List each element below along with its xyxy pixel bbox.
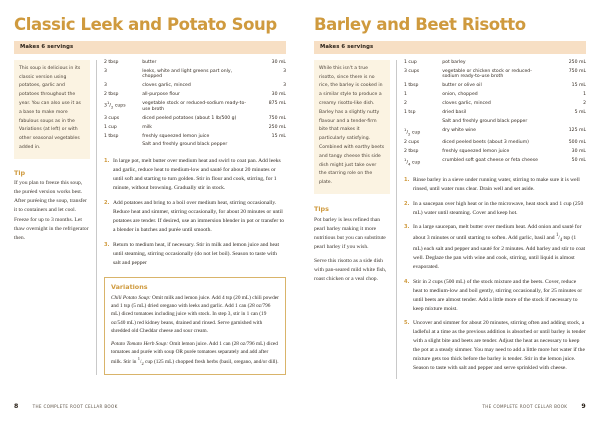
ingredient-row (104, 83, 286, 92)
ingredient-name: vegetable or chicken stock or reduced-sodium ready-to-use broth (442, 68, 532, 80)
right-page-footer (300, 402, 600, 411)
ingredient-metric: 3 (283, 83, 286, 89)
ingredient-row (404, 128, 586, 140)
step-item: Stir in 2 cups (500 mL) of the stock mixture and the beets. Cover, reduce heat to medium-low and boil gently, stirring occasionally, for 25 minutes or until beets are almost tender. Add a little more of the stock if necessary to keep mixture moist. (413, 278, 583, 312)
ingredient-metric: 50 mL (571, 157, 586, 163)
ingredient-amount: $3^1/_2$ cups (104, 100, 126, 110)
ingredient-metric: 30 mL (571, 148, 586, 154)
right-page-columns (314, 60, 586, 379)
ingredient-amount: 1 tbsp (404, 83, 419, 89)
intro-text: This soup is delicious in its classic version using potatoes, garlic and potatoes throughout the year. You can also use it as a base to make more fabulous soups as in the Variations (at left) or with other seasonal vegetables added in. (19, 65, 81, 151)
ingredient-row (104, 101, 286, 116)
tip-paragraphs (14, 179, 90, 242)
ingredient-name: onion, chopped (442, 92, 478, 98)
ingredient-row (404, 101, 586, 110)
ingredient-name: freshly squeezed lemon juice (142, 133, 210, 139)
ingredient-row (404, 60, 586, 69)
ingredient-metric (248, 142, 286, 151)
ingredient-row (404, 110, 586, 119)
ingredient-metric: 15 mL (571, 83, 586, 89)
intro-text: While this isn't a true risotto, since there is no rice, the barley is cooked in a similar style to produce a creamy risotto-like dish. Barley has a slightly nutty flavour and a tender-firm bite that makes it particularly satisfying. Combined with earthy beets and tangy cheese this side dish might just take over the starring role on the plate. (319, 65, 385, 186)
ingredient-amount: 3 cups (404, 68, 420, 74)
steps-list (104, 157, 286, 268)
ingredient-name: butter or olive oil (442, 83, 482, 89)
ingredients-body (404, 60, 586, 170)
ingredient-metric: 250 mL (268, 124, 286, 130)
step-item: Uncover and simmer for about 20 minutes, stirring often and adding stock, a ladleful at a time as the previous addition is absorbed or until barley is tender with a slight bite and beets are tender. Adjust the heat as necessary to keep the pot at a steady simmer. You may need to add a little more hot water if the mixture gets too thick before the barley is tender. Stir in the lemon juice. Season to taste with salt and pepper and serve sprinkled with cheese. (413, 320, 586, 372)
ingredient-metric: 500 mL (568, 140, 586, 146)
ingredient-amount: 2 tbsp (104, 92, 119, 98)
ingredient-name: cloves garlic, minced (142, 83, 191, 89)
tips-heading: Tips (314, 205, 329, 214)
servings-badge: Makes 6 servings (314, 41, 586, 54)
variations-box (104, 277, 286, 375)
tip-block (14, 169, 90, 243)
ingredient-name: crumbled soft goat cheese or feta cheese (442, 157, 538, 163)
ingredient-name: Salt and freshly ground black pepper (442, 118, 528, 124)
ingredient-metric: 15 mL (271, 133, 286, 139)
ingredient-row (104, 142, 286, 151)
ingredients-body (104, 60, 286, 152)
paragraph: Serve this risotto as a side dish with pan-seared mild white fish, roast chicken or a veal chop. (314, 257, 387, 282)
step-item: Rinse barley in a sieve under running water, stirring to make sure it is well rinsed, until water runs clear. Drain well and set aside. (413, 177, 580, 193)
step-item: Add potatoes and bring to a boil over medium heat, stirring occasionally. Reduce heat and simmer, stirring occasionally, for about 20 minutes or until potatoes are tender. If desired, use an immersion blender in pot or transfer to a blender in batches and purée until smooth. (113, 200, 285, 234)
ingredient-row (104, 69, 286, 84)
variation-name: Chili Potato Soup: (111, 294, 151, 301)
ingredient-metric: 3 (283, 68, 286, 74)
ingredient-amount: 3 (104, 83, 107, 89)
variations-heading: Variations (111, 282, 148, 291)
page-number: 8 (14, 403, 19, 410)
ingredient-row (104, 125, 286, 134)
ingredient-amount: 1 cup (404, 59, 417, 65)
right-sidebar (314, 60, 390, 379)
ingredient-metric: 1 (583, 92, 586, 98)
ingredient-name: Salt and freshly ground black pepper (142, 142, 228, 148)
ingredient-metric: 30 mL (271, 92, 286, 98)
left-main-column (104, 60, 286, 375)
ingredient-name: leeks, white and light greens part only, chopped (142, 68, 233, 80)
ingredient-row (104, 116, 286, 125)
tips-block (314, 205, 390, 284)
page-title: Classic Leek and Potato Soup (14, 15, 277, 34)
ingredient-amount (404, 119, 442, 128)
ingredient-metric: 125 mL (568, 127, 586, 133)
left-page-columns (14, 60, 286, 375)
ingredient-name: all-purpose flour (142, 92, 180, 98)
left-sidebar (14, 60, 90, 375)
column-divider (396, 60, 397, 379)
tip-heading: Tip (14, 168, 26, 177)
ingredient-name: cloves garlic, minced (442, 101, 491, 107)
ingredient-metric: 250 mL (568, 59, 586, 65)
ingredient-name: diced peeled potatoes (about 1 lb/500 g) (142, 115, 237, 121)
ingredient-name: diced peeled beets (about 3 medium) (442, 140, 529, 146)
ingredient-metric: 750 mL (268, 115, 286, 121)
ingredient-name: dried basil (442, 109, 467, 115)
servings-badge: Makes 6 servings (14, 41, 286, 54)
ingredient-metric: 875 mL (268, 101, 286, 107)
intro-box (314, 60, 390, 194)
ingredient-amount: 3 (104, 68, 107, 74)
ingredient-metric: 30 mL (271, 59, 286, 65)
ingredient-amount: 1 cup (104, 124, 117, 130)
intro-box (14, 60, 90, 159)
tips-paragraphs (314, 216, 390, 284)
step-item: In a large saucepan, melt butter over medium heat. Add onion and sauté for about 3 minutes or until starting to soften. Add garlic, basil and $^1/_4$ tsp (1 mL) each salt and pepper and sauté for 2 minutes. Add barley and stir to coat well. Deglaze the pan with wine and cook, stirring, until liquid is almost evaporated. (413, 224, 586, 270)
ingredient-name: milk (142, 124, 152, 130)
ingredient-amount: $^1/_2$ cup (404, 126, 421, 137)
ingredient-amount: 2 tbsp (404, 148, 419, 154)
ingredient-row (404, 92, 586, 101)
variations-items (111, 294, 279, 368)
ingredient-name: freshly squeezed lemon juice (442, 148, 510, 154)
ingredient-amount: 1 (404, 92, 407, 98)
ingredient-amount: 3 cups (104, 115, 120, 121)
paragraph: Pot barley is less refined than pearl barley making it more nutritious but you can substitute pearl barley if you wish. (314, 216, 386, 250)
steps-list (404, 176, 586, 373)
paragraph: If you plan to freeze this soup, the puréed version works best. After puréeing the soup, transfer it to containers and let cool. Freeze for up to 3 months. Let thaw overnight in the refrigerator then. (14, 180, 89, 241)
ingredient-amount: 2 cups (404, 140, 420, 146)
ingredient-amount: 2 (404, 101, 407, 107)
ingredient-amount: $^1/_4$ cup (404, 156, 421, 167)
ingredient-row (404, 158, 586, 170)
ingredient-row (404, 83, 586, 92)
ingredient-metric: 750 mL (568, 68, 586, 74)
ingredient-row (404, 69, 586, 84)
left-page-footer (0, 402, 300, 411)
variation-item: Potato Tomato Herb Soup: Omit lemon juice. Add 1 can (28 oz/796 mL) diced tomatoes and purée with soup OR purée tomatoes separately and add after milk. Stir in $^1/_2$ cup (125 mL) chopped fresh herbs (basil, oregano, and/or dill). (111, 340, 279, 366)
step-item: In a saucepan over high heat or in the microwave, heat stock and 1 cup (250 mL) water until steaming. Cover and keep hot. (413, 200, 584, 216)
running-head: THE COMPLETE ROOT CELLAR BOOK (32, 404, 118, 409)
ingredient-amount: 2 tbsp (104, 59, 119, 65)
right-page (300, 0, 600, 428)
ingredients-table (404, 60, 586, 170)
ingredient-row (404, 140, 586, 149)
step-item: Return to medium heat, if necessary. Stir in milk and lemon juice and heat until steaming, stirring occasionally (do not let boil). Season to taste with salt and pepper (113, 241, 280, 266)
ingredient-name: dry white wine (442, 127, 477, 133)
page-number: 9 (581, 403, 586, 410)
running-head: THE COMPLETE ROOT CELLAR BOOK (482, 404, 568, 409)
page-title: Barley and Beet Risotto (314, 15, 526, 34)
ingredient-name: pot barley (442, 59, 466, 65)
ingredient-metric: 5 mL (574, 109, 586, 115)
ingredient-row (404, 149, 586, 158)
ingredient-amount: 1 tsp (404, 109, 416, 115)
ingredient-row (104, 60, 286, 69)
column-divider (96, 60, 97, 375)
variation-item: Chili Potato Soup: Omit milk and lemon juice. Add 4 tsp (20 mL) chili powder and 1 tsp (5 mL) dried oregano with leeks and garlic. Add 1 can (28 oz/796 mL) diced tomatoes including juice with stock. In step 3, stir in 1 can (19 oz/540 mL) red kidney beans, drained and rinsed. Serve garnished with shredded old Cheddar cheese and sour cream. (111, 294, 279, 334)
right-main-column (404, 60, 586, 379)
ingredient-row (104, 92, 286, 101)
ingredient-row (404, 119, 586, 128)
variation-name: Potato Tomato Herb Soup: (111, 340, 169, 347)
ingredient-name: vegetable stock or reduced-sodium ready-to-use broth (142, 101, 247, 112)
ingredient-name: butter (142, 59, 157, 65)
ingredient-amount (104, 142, 142, 151)
step-item: In large pot, melt butter over medium heat and swirl to coat pan. Add leeks and garlic, reduce heat to medium-low and sauté for about 20 minutes or until soft and starting to turn golden. Stir in flour and cook, stirring, for 1 minute, without browning. Gradually stir in stock. (113, 158, 281, 192)
ingredient-metric: 2 (583, 101, 586, 107)
ingredient-amount: 1 tbsp (104, 133, 119, 139)
ingredients-table (104, 60, 286, 152)
ingredient-metric (548, 119, 586, 128)
